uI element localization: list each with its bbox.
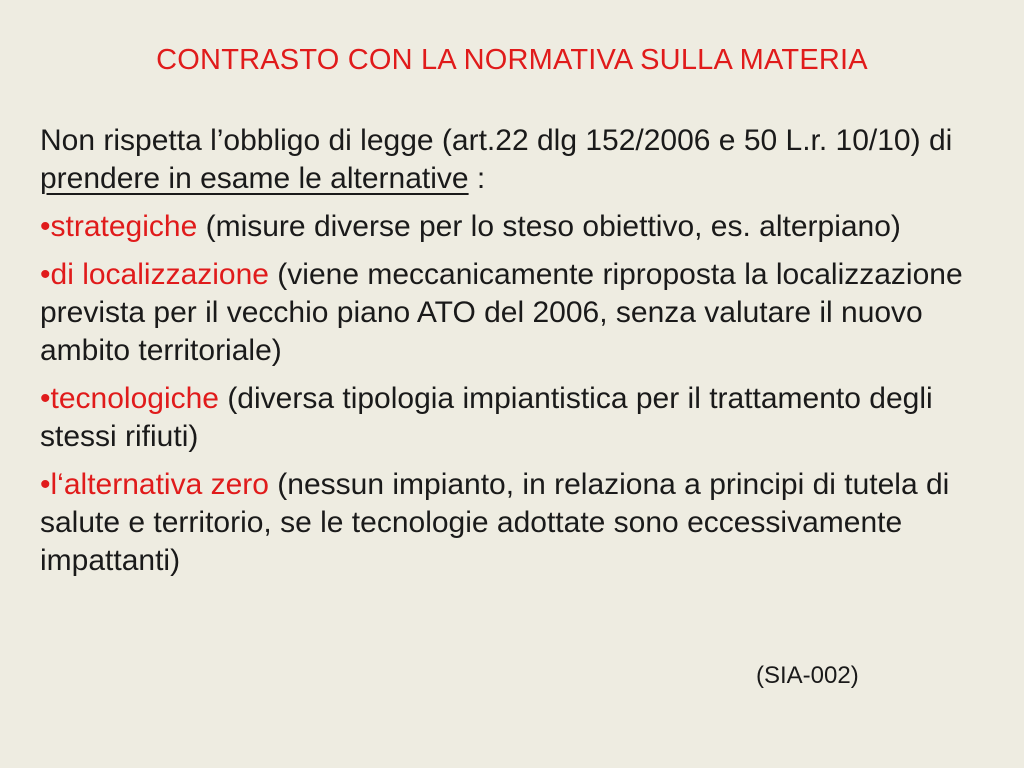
bullet-term: tecnologiche — [50, 382, 219, 415]
bullet-description: (viene meccanicamente riproposta la localizzazione prevista per il vecchio piano ATO del 2006, senza valutare il nuovo ambito territoriale) — [40, 258, 963, 367]
bullet-icon: • — [40, 258, 51, 291]
bullet-term: di localizzazione — [50, 258, 269, 291]
intro-paragraph — [40, 122, 990, 198]
reference-code: (SIA-002) — [756, 662, 859, 689]
intro-colon: : — [468, 162, 486, 195]
bullet-term: l‘alternativa zero — [50, 468, 269, 501]
bullet-item — [40, 208, 990, 246]
intro-underlined-text: prendere in esame le alternative — [40, 162, 469, 195]
bullet-description: (nessun impianto, in relaziona a principi di tutela di salute e territorio, se le tecnologie adottate sono eccessivamente impattanti) — [40, 468, 950, 577]
bullet-item — [40, 466, 990, 580]
bullet-icon: • — [40, 210, 51, 243]
intro-text: Non rispetta l’obbligo di legge (art.22 dlg 152/2006 e 50 L.r. 10/10) di — [40, 124, 953, 157]
bullet-icon: • — [40, 382, 51, 415]
bullet-item — [40, 256, 990, 370]
bullet-term: strategiche — [50, 210, 198, 243]
bullet-description: (diversa tipologia impiantistica per il trattamento degli stessi rifiuti) — [40, 382, 933, 453]
slide-title: CONTRASTO CON LA NORMATIVA SULLA MATERIA — [156, 44, 868, 76]
bullet-description: (misure diverse per lo steso obiettivo, es. alterpiano) — [197, 210, 901, 243]
slide-body — [40, 122, 990, 590]
bullet-item — [40, 380, 990, 456]
bullet-icon: • — [40, 468, 51, 501]
